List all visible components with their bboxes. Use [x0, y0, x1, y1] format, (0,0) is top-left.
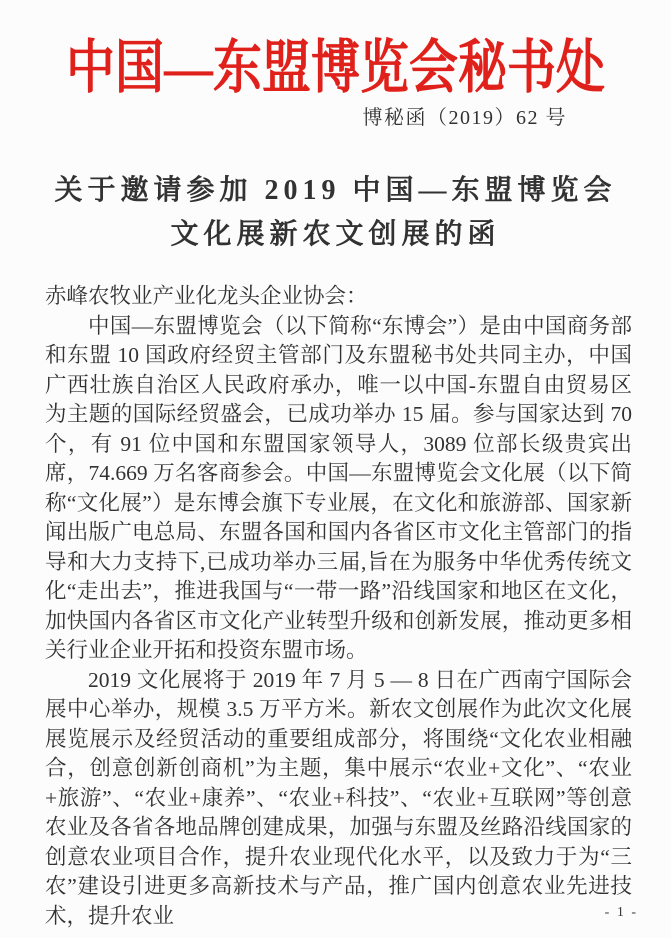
document-title-line1: 关于邀请参加 2019 中国—东盟博览会	[54, 175, 617, 206]
body-paragraph-2: 2019 文化展将于 2019 年 7 月 5 — 8 日在广西南宁国际会展中心举办，规模 3.5 万平方米。新农文创展作为此次文化展展览展示及经贸活动的重要组成部分，将围绕“文化农业相融合，创意创新创商机”为主题，集中展示“农业+文化”、“农业+旅游”、“农业+康养”、“农业+科技”、“农业+互联网”等创意农业及各省各地品牌创建成果，加强与东盟及丝路沿线国家的创意农业项目合作，提升农业现代化水平，以及致力于为“三农”建设引进更多高新技术与产品，推广国内创意农业先进技术，提升农业	[45, 667, 632, 928]
document-title	[0, 169, 671, 257]
salutation: 赤峰农牧业产业化龙头企业协会：	[45, 284, 368, 308]
document-title-line2: 文化展新农文创展的函	[170, 219, 501, 250]
document-number: 博秘函（2019）62 号	[362, 107, 567, 129]
document-body	[45, 282, 632, 931]
body-paragraph-1: 中国—东盟博览会（以下简称“东博会”）是由中国商务部和东盟 10 国政府经贸主管部门及东盟秘书处共同主办，中国广西壮族自治区人民政府承办，唯一以中国-东盟自由贸易区为主题的国际经贸盛会，已成功举办 15 届。参与国家达到 70 个，有 91 位中国和东盟国家领导人，3089 位部长级贵宾出席，74.669 万名客商参会。中国—东盟博览会文化展（以下简称“文化展”）是东博会旗下专业展，在文化和旅游部、国家新闻出版广电总局、东盟各国和国内各省区市文化主管部门的指导和大力支持下,已成功举办三届,旨在为服务中华优秀传统文化“走出去”，推进我国与“一带一路”沿线国家和地区在文化，加快国内各省区市文化产业转型升级和创新发展，推动更多相关行业企业开拓和投资东盟市场。	[45, 313, 632, 662]
letterhead-title: 中国—东盟博览会秘书处	[65, 34, 605, 100]
page-number: - 1 -	[604, 905, 638, 920]
